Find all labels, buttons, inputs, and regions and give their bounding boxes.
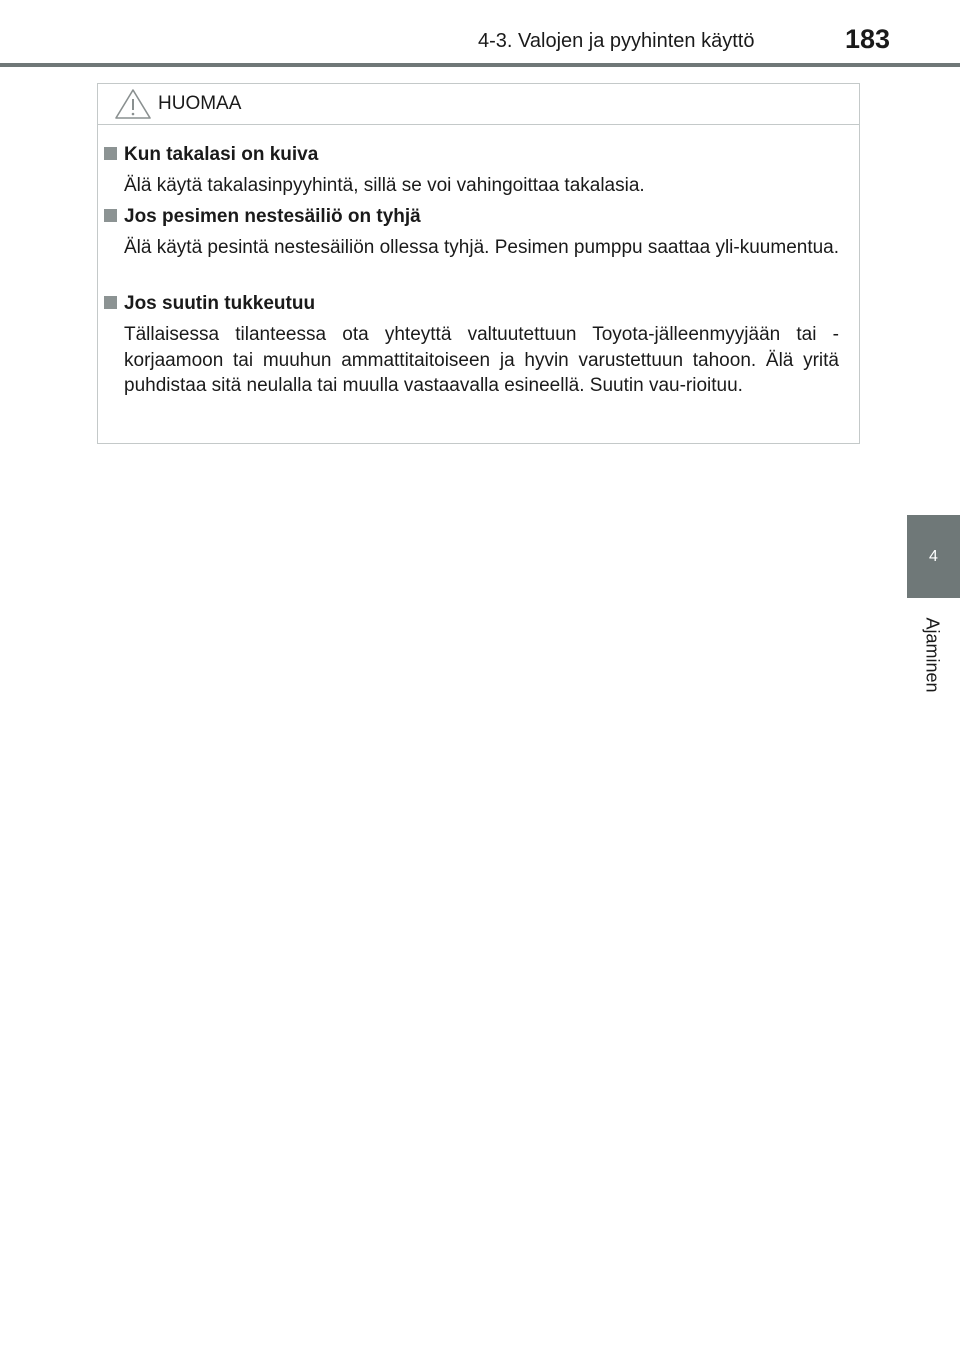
item-heading bbox=[104, 144, 318, 166]
page-number: 183 bbox=[845, 24, 891, 54]
item-heading bbox=[104, 206, 421, 228]
chapter-number: 4 bbox=[929, 547, 938, 565]
square-bullet-icon bbox=[104, 209, 117, 222]
square-bullet-icon bbox=[104, 147, 117, 160]
item-text: Tällaisessa tilanteessa ota yhteyttä valtuutettuun Toyota-jälleenmyyjään tai -korjaamoon tai muuhun ammattitaitoiseen ja hyvin varustettuun tahoon. Älä yritä puhdistaa sitä neulalla tai muulla vastaavalla esineellä. Suutin vau-rioituu. bbox=[124, 324, 839, 396]
item-text: Älä käytä takalasinpyyhintä, sillä se voi vahingoittaa takalasia. bbox=[124, 175, 645, 196]
header-divider bbox=[0, 63, 960, 67]
warning-triangle-icon bbox=[114, 88, 152, 120]
item-heading bbox=[104, 293, 315, 315]
notice-box bbox=[97, 83, 860, 444]
chapter-title: Ajaminen bbox=[922, 617, 943, 693]
item-text: Älä käytä pesintä nestesäiliön ollessa tyhjä. Pesimen pumppu saattaa yli-kuumentua. bbox=[124, 237, 840, 258]
notice-header bbox=[98, 84, 859, 125]
square-bullet-icon bbox=[104, 296, 117, 309]
chapter-tab bbox=[907, 515, 960, 598]
item-heading-text: Jos suutin tukkeutuu bbox=[124, 293, 316, 314]
section-title: 4-3. Valojen ja pyyhinten käyttö bbox=[478, 30, 755, 52]
item-heading-text: Kun takalasi on kuiva bbox=[124, 144, 319, 165]
item-heading-text: Jos pesimen nestesäiliö on tyhjä bbox=[124, 206, 421, 227]
notice-title: HUOMAA bbox=[158, 93, 242, 114]
